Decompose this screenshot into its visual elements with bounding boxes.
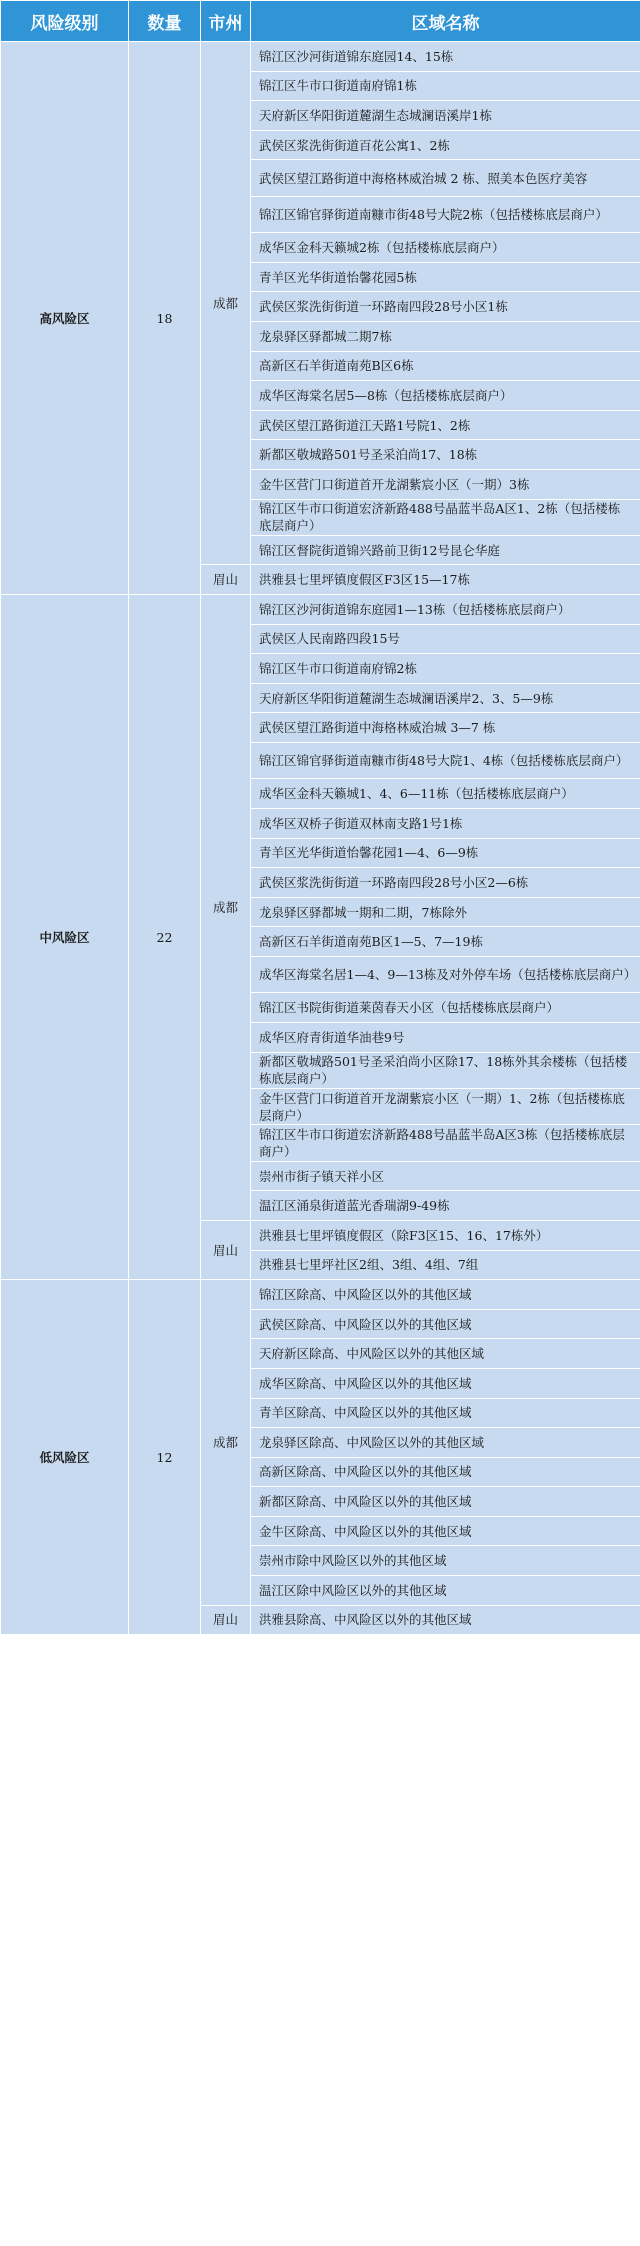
area-name-cell: 武侯区浆洗街街道百花公寓1、2栋 [251,130,640,160]
area-name-cell: 青羊区除高、中风险区以外的其他区域 [251,1398,640,1428]
area-name-cell: 高新区石羊街道南苑B区1—5、7—19栋 [251,927,640,957]
city-cell: 眉山 [201,1220,251,1279]
city-cell: 成都 [201,1280,251,1606]
area-name-cell: 锦江区牛市口街道宏济新路488号晶蓝半岛A区1、2栋（包括楼栋底层商户） [251,499,640,535]
risk-level-cell: 中风险区 [1,595,129,1280]
count-cell: 22 [129,595,201,1280]
area-name-cell: 金牛区营门口街道首开龙湖紫宸小区（一期）3栋 [251,469,640,499]
header-area: 区域名称 [251,1,640,42]
area-name-cell: 天府新区华阳街道麓湖生态城澜语溪岸1栋 [251,101,640,131]
area-name-cell: 锦江区沙河街道锦东庭园14、15栋 [251,42,640,72]
area-name-cell: 成华区府青街道华油巷9号 [251,1022,640,1052]
area-name-cell: 成华区海棠名居1—4、9—13栋及对外停车场（包括楼栋底层商户） [251,957,640,993]
area-name-cell: 崇州市除中风险区以外的其他区域 [251,1546,640,1576]
area-name-cell: 洪雅县七里坪镇度假区（除F3区15、16、17栋外） [251,1220,640,1250]
table-body [1,42,640,1635]
area-name-cell: 龙泉驿区驿都城一期和二期，7栋除外 [251,897,640,927]
area-name-cell: 武侯区望江路街道中海格林威治城 2 栋、照美本色医疗美容 [251,160,640,196]
area-name-cell: 锦江区除高、中风险区以外的其他区域 [251,1280,640,1310]
area-name-cell: 武侯区浆洗街街道一环路南四段28号小区2—6栋 [251,868,640,898]
risk-level-cell: 高风险区 [1,42,129,595]
area-name-cell: 青羊区光华街道怡馨花园5栋 [251,262,640,292]
area-name-cell: 成华区金科天籁城1、4、6—11栋（包括楼栋底层商户） [251,779,640,809]
area-name-cell: 武侯区望江路街道江天路1号院1、2栋 [251,410,640,440]
area-name-cell: 洪雅县七里坪社区2组、3组、4组、7组 [251,1250,640,1280]
area-name-cell: 新都区敬城路501号圣采泊尚17、18栋 [251,440,640,470]
area-name-cell: 成华区双桥子街道双林南支路1号1栋 [251,809,640,839]
area-name-cell: 龙泉驿区除高、中风险区以外的其他区域 [251,1428,640,1458]
area-name-cell: 武侯区浆洗街街道一环路南四段28号小区1栋 [251,292,640,322]
area-name-cell: 成华区除高、中风险区以外的其他区域 [251,1368,640,1398]
table-row [1,42,640,72]
area-name-cell: 锦江区沙河街道锦东庭园1—13栋（包括楼栋底层商户） [251,595,640,625]
table-row [1,1280,640,1310]
city-cell: 眉山 [201,1605,251,1635]
area-name-cell: 青羊区光华街道怡馨花园1—4、6—9栋 [251,838,640,868]
area-name-cell: 成华区金科天籁城2栋（包括楼栋底层商户） [251,233,640,263]
area-name-cell: 武侯区望江路街道中海格林威治城 3—7 栋 [251,713,640,743]
area-name-cell: 龙泉驿区驿都城二期7栋 [251,321,640,351]
area-name-cell: 锦江区锦官驿街道南糠市街48号大院2栋（包括楼栋底层商户） [251,196,640,232]
area-name-cell: 天府新区华阳街道麓湖生态城澜语溪岸2、3、5—9栋 [251,683,640,713]
header-count: 数量 [129,1,201,42]
area-name-cell: 金牛区营门口街道首开龙湖紫宸小区（一期）1、2栋（包括楼栋底层商户） [251,1088,640,1124]
area-name-cell: 锦江区牛市口街道南府锦2栋 [251,654,640,684]
area-name-cell: 洪雅县除高、中风险区以外的其他区域 [251,1605,640,1635]
risk-level-cell: 低风险区 [1,1280,129,1635]
header-city: 市州 [201,1,251,42]
city-cell: 成都 [201,595,251,1221]
area-name-cell: 温江区涌泉街道蓝光香瑞湖9-49栋 [251,1191,640,1221]
header-row [1,1,640,42]
area-name-cell: 崇州市街子镇天祥小区 [251,1161,640,1191]
area-name-cell: 锦江区锦官驿街道南糠市街48号大院1、4栋（包括楼栋底层商户） [251,743,640,779]
area-name-cell: 金牛区除高、中风险区以外的其他区域 [251,1516,640,1546]
area-name-cell: 锦江区牛市口街道宏济新路488号晶蓝半岛A区3栋（包括楼栋底层商户） [251,1125,640,1161]
area-name-cell: 成华区海棠名居5—8栋（包括楼栋底层商户） [251,381,640,411]
area-name-cell: 锦江区牛市口街道南府锦1栋 [251,71,640,101]
header-level: 风险级别 [1,1,129,42]
area-name-cell: 高新区石羊街道南苑B区6栋 [251,351,640,381]
area-name-cell: 武侯区除高、中风险区以外的其他区域 [251,1309,640,1339]
area-name-cell: 锦江区书院街街道莱茵春天小区（包括楼栋底层商户） [251,993,640,1023]
area-name-cell: 武侯区人民南路四段15号 [251,624,640,654]
area-name-cell: 锦江区督院街道锦兴路前卫街12号昆仑华庭 [251,535,640,565]
table-row [1,595,640,625]
count-cell: 18 [129,42,201,595]
city-cell: 成都 [201,42,251,565]
area-name-cell: 新都区除高、中风险区以外的其他区域 [251,1487,640,1517]
area-name-cell: 天府新区除高、中风险区以外的其他区域 [251,1339,640,1369]
city-cell: 眉山 [201,565,251,595]
area-name-cell: 洪雅县七里坪镇度假区F3区15—17栋 [251,565,640,595]
area-name-cell: 新都区敬城路501号圣采泊尚小区除17、18栋外其余楼栋（包括楼栋底层商户） [251,1052,640,1088]
count-cell: 12 [129,1280,201,1635]
area-name-cell: 温江区除中风险区以外的其他区域 [251,1576,640,1606]
area-name-cell: 高新区除高、中风险区以外的其他区域 [251,1457,640,1487]
